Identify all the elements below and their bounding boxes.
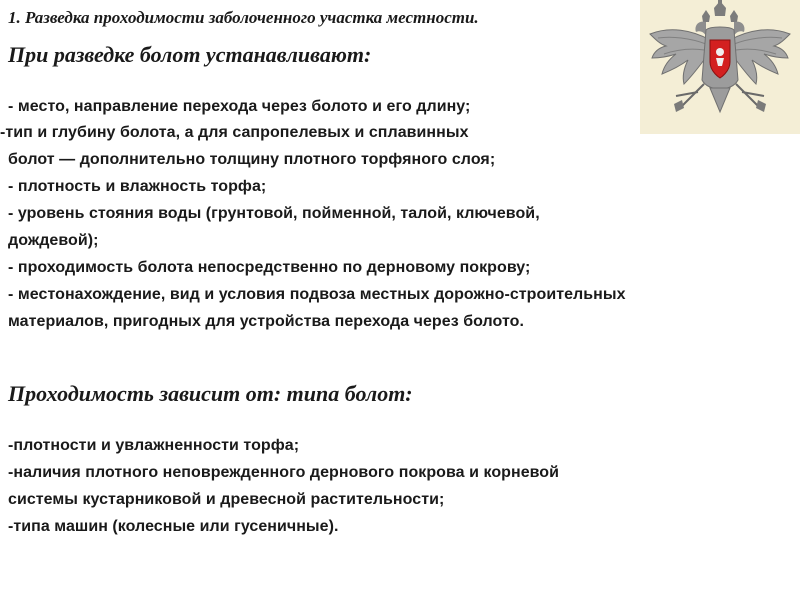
- list-item: - место, направление перехода через болото и его длину;: [8, 98, 471, 115]
- list-item: - уровень стояния воды (грунтовой, пойменной, талой, ключевой,: [8, 205, 540, 222]
- list-item: системы кустарниковой и древесной растительности;: [8, 491, 445, 508]
- list-item: - проходимость болота непосредственно по дерновому покрову;: [8, 259, 531, 276]
- section-heading-passability: Проходимость зависит от: типа болот:: [8, 381, 413, 406]
- list-item: дождевой);: [8, 232, 99, 249]
- double-headed-eagle-emblem-icon: [640, 0, 800, 134]
- list-item: -наличия плотного неповрежденного дернового покрова и корневой: [8, 464, 560, 481]
- list-item: болот — дополнительно толщину плотного торфяного слоя;: [8, 151, 496, 168]
- emblem: [640, 0, 800, 134]
- list-item: -тип и глубину болота, а для сапропелевых и сплавинных: [0, 124, 469, 141]
- list-item: -плотности и увлажненности торфа;: [8, 437, 300, 454]
- list-item: -типа машин (колесные или гусеничные).: [8, 518, 339, 535]
- list-item: - местонахождение, вид и условия подвоза местных дорожно-строительных: [8, 286, 626, 303]
- slide-title: 1. Разведка проходимости заболоченного участка местности.: [8, 8, 479, 27]
- list-item: - плотность и влажность торфа;: [8, 178, 267, 195]
- section-heading-reconnaissance: При разведке болот устанавливают:: [8, 42, 372, 67]
- list-item: материалов, пригодных для устройства перехода через болото.: [8, 313, 524, 330]
